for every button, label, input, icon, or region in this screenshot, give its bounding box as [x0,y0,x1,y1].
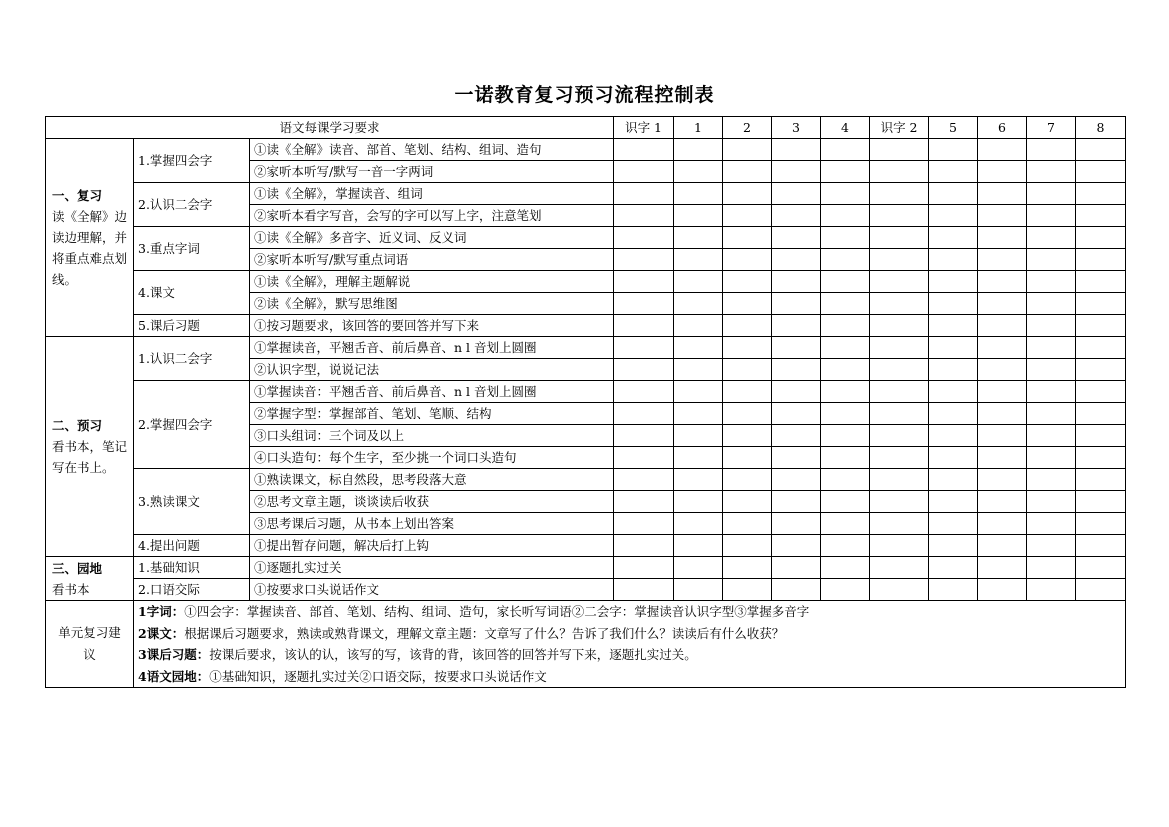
check-cell[interactable] [1027,161,1076,183]
check-cell[interactable] [614,337,674,359]
check-cell[interactable] [614,161,674,183]
check-cell[interactable] [929,579,978,601]
check-cell[interactable] [929,139,978,161]
check-cell[interactable] [723,337,772,359]
check-cell[interactable] [614,249,674,271]
item-label: 1.掌握四会字 [134,139,250,183]
table-row [46,183,1126,205]
advice-line-head: 1字词： [138,604,185,619]
check-cell[interactable] [674,249,723,271]
check-cell[interactable] [674,227,723,249]
check-cell[interactable] [978,205,1027,227]
check-cell[interactable] [674,271,723,293]
advice-line-text: ①四会字：掌握读音、部首、笔划、结构、组词、造句，家长听写词语②二会字：掌握读音认识字型③掌握多音字 [184,604,810,619]
column-header: 3 [772,117,821,139]
check-cell[interactable] [772,139,821,161]
check-cell[interactable] [614,315,674,337]
check-cell[interactable] [821,161,870,183]
item-label: 2.掌握四会字 [134,381,250,469]
check-cell[interactable] [821,183,870,205]
check-cell[interactable] [723,535,772,557]
column-header: 5 [929,117,978,139]
check-cell[interactable] [723,579,772,601]
check-cell[interactable] [772,315,821,337]
check-cell[interactable] [929,491,978,513]
check-cell[interactable] [772,579,821,601]
advice-line [138,623,1121,645]
check-cell[interactable] [614,535,674,557]
check-cell[interactable] [1076,337,1126,359]
check-cell[interactable] [870,381,929,403]
requirement-text: ②思考文章主题，谈谈读后收获 [250,491,614,513]
check-cell[interactable] [870,513,929,535]
header-row [46,117,1126,139]
check-cell[interactable] [1027,447,1076,469]
check-cell[interactable] [870,579,929,601]
check-cell[interactable] [723,491,772,513]
check-cell[interactable] [674,447,723,469]
check-cell[interactable] [929,293,978,315]
check-cell[interactable] [772,469,821,491]
check-cell[interactable] [929,205,978,227]
section-title: 二、预习 [52,418,103,433]
check-cell[interactable] [870,447,929,469]
requirement-text: ④口头造句：每个生字，至少挑一个词口头造句 [250,447,614,469]
requirement-text: ①读《全解》多音字、近义词、反义词 [250,227,614,249]
check-cell[interactable] [978,227,1027,249]
check-cell[interactable] [674,205,723,227]
check-cell[interactable] [821,535,870,557]
requirement-text: ②家听本看字写音，会写的字可以写上字，注意笔划 [250,205,614,227]
advice-line-head: 4语文园地： [138,668,210,684]
item-label: 4.提出问题 [134,535,250,557]
item-label: 4.课文 [134,271,250,315]
check-cell[interactable] [723,557,772,579]
check-cell[interactable] [821,447,870,469]
table-row [46,337,1126,359]
check-cell[interactable] [821,513,870,535]
check-cell[interactable] [929,381,978,403]
requirement-text: ②认识字型，说说记法 [250,359,614,381]
check-cell[interactable] [870,183,929,205]
check-cell[interactable] [1027,249,1076,271]
check-cell[interactable] [723,513,772,535]
check-cell[interactable] [614,183,674,205]
check-cell[interactable] [870,315,929,337]
check-cell[interactable] [614,579,674,601]
check-cell[interactable] [929,425,978,447]
check-cell[interactable] [723,469,772,491]
section-desc: 读《全解》边读边理解，并将重点难点划线。 [52,209,128,287]
section-title: 一、复习 [52,188,103,203]
check-cell[interactable] [772,425,821,447]
check-cell[interactable] [614,447,674,469]
check-cell[interactable] [723,161,772,183]
check-cell[interactable] [1076,359,1126,381]
check-cell[interactable] [870,337,929,359]
check-cell[interactable] [870,403,929,425]
advice-line-head: 2课文： [138,625,185,641]
check-cell[interactable] [821,425,870,447]
check-cell[interactable] [1076,403,1126,425]
check-cell[interactable] [978,535,1027,557]
table-row [46,227,1126,249]
table-row [46,469,1126,491]
check-cell[interactable] [772,381,821,403]
check-cell[interactable] [821,315,870,337]
check-cell[interactable] [1027,315,1076,337]
check-cell[interactable] [821,557,870,579]
check-cell[interactable] [929,557,978,579]
check-cell[interactable] [870,205,929,227]
check-cell[interactable] [870,469,929,491]
requirement-text: ③口头组词：三个词及以上 [250,425,614,447]
check-cell[interactable] [870,359,929,381]
check-cell[interactable] [614,139,674,161]
requirement-text: ①读《全解》，掌握读音、组词 [250,183,614,205]
check-cell[interactable] [674,161,723,183]
check-cell[interactable] [929,337,978,359]
check-cell[interactable] [674,557,723,579]
advice-line-text: 按课后要求，该认的认，该写的写，该背的背，该回答的回答并写下来，逐题扎实过关。 [209,647,697,662]
check-cell[interactable] [821,469,870,491]
check-cell[interactable] [1076,227,1126,249]
check-cell[interactable] [1027,579,1076,601]
check-cell[interactable] [929,161,978,183]
check-cell[interactable] [821,381,870,403]
check-cell[interactable] [1027,513,1076,535]
check-cell[interactable] [674,293,723,315]
check-cell[interactable] [978,381,1027,403]
column-header: 1 [674,117,723,139]
requirement-text: ①熟读课文，标自然段，思考段落大意 [250,469,614,491]
check-cell[interactable] [1027,535,1076,557]
check-cell[interactable] [674,139,723,161]
check-cell[interactable] [723,139,772,161]
check-cell[interactable] [614,293,674,315]
check-cell[interactable] [772,447,821,469]
check-cell[interactable] [821,249,870,271]
check-cell[interactable] [929,249,978,271]
check-cell[interactable] [674,535,723,557]
requirement-text: ②读《全解》，默写思维图 [250,293,614,315]
check-cell[interactable] [1027,139,1076,161]
check-cell[interactable] [723,293,772,315]
check-cell[interactable] [614,403,674,425]
check-cell[interactable] [1076,425,1126,447]
check-cell[interactable] [674,403,723,425]
check-cell[interactable] [723,227,772,249]
column-header: 7 [1027,117,1076,139]
check-cell[interactable] [1076,491,1126,513]
check-cell[interactable] [821,491,870,513]
check-cell[interactable] [723,249,772,271]
advice-line-text: 根据课后习题要求，熟读或熟背课文，理解文章主题：文章写了什么？告诉了我们什么？读读后有什么收获？ [184,625,785,641]
table-row [46,271,1126,293]
check-cell[interactable] [821,271,870,293]
check-cell[interactable] [1076,579,1126,601]
check-cell[interactable] [614,491,674,513]
check-cell[interactable] [1027,557,1076,579]
column-header: 6 [978,117,1027,139]
check-cell[interactable] [870,249,929,271]
check-cell[interactable] [978,557,1027,579]
item-label: 2.口语交际 [134,579,250,601]
check-cell[interactable] [978,579,1027,601]
check-cell[interactable] [978,293,1027,315]
check-cell[interactable] [978,403,1027,425]
check-cell[interactable] [821,293,870,315]
check-cell[interactable] [614,271,674,293]
section-desc: 看书本 [52,581,90,597]
check-cell[interactable] [1076,513,1126,535]
check-cell[interactable] [723,425,772,447]
check-cell[interactable] [723,183,772,205]
check-cell[interactable] [1076,183,1126,205]
requirement-text: ②掌握字型：掌握部首、笔划、笔顺、结构 [250,403,614,425]
check-cell[interactable] [870,227,929,249]
check-cell[interactable] [1076,381,1126,403]
check-cell[interactable] [772,491,821,513]
check-cell[interactable] [772,227,821,249]
check-cell[interactable] [614,425,674,447]
check-cell[interactable] [870,139,929,161]
check-cell[interactable] [614,227,674,249]
check-cell[interactable] [772,161,821,183]
check-cell[interactable] [723,359,772,381]
table-row [46,315,1126,337]
check-cell[interactable] [1027,183,1076,205]
advice-line [138,644,1121,666]
item-label: 2.认识二会字 [134,183,250,227]
item-label: 3.熟读课文 [134,469,250,535]
check-cell[interactable] [870,491,929,513]
requirement-text: ③思考课后习题，从书本上划出答案 [250,513,614,535]
check-cell[interactable] [978,161,1027,183]
check-cell[interactable] [978,491,1027,513]
check-cell[interactable] [772,183,821,205]
check-cell[interactable] [821,579,870,601]
requirement-text: ①掌握读音，平翘舌音、前后鼻音、n l 音划上圆圈 [250,337,614,359]
advice-row [46,601,1126,688]
check-cell[interactable] [1027,381,1076,403]
advice-label: 单元复习建议 [46,601,134,688]
check-cell[interactable] [821,337,870,359]
check-cell[interactable] [978,271,1027,293]
check-cell[interactable] [1027,425,1076,447]
check-cell[interactable] [1027,205,1076,227]
check-cell[interactable] [929,513,978,535]
check-cell[interactable] [723,447,772,469]
check-cell[interactable] [614,381,674,403]
check-cell[interactable] [674,381,723,403]
check-cell[interactable] [614,359,674,381]
check-cell[interactable] [772,535,821,557]
check-cell[interactable] [1027,227,1076,249]
check-cell[interactable] [723,205,772,227]
check-cell[interactable] [1076,249,1126,271]
check-cell[interactable] [1076,293,1126,315]
check-cell[interactable] [821,227,870,249]
check-cell[interactable] [929,315,978,337]
check-cell[interactable] [1027,403,1076,425]
requirement-text: ①读《全解》读音、部首、笔划、结构、组词、造句 [250,139,614,161]
check-cell[interactable] [772,513,821,535]
section-garden [46,557,134,601]
check-cell[interactable] [978,183,1027,205]
check-cell[interactable] [821,139,870,161]
check-cell[interactable] [674,183,723,205]
check-cell[interactable] [978,249,1027,271]
item-label: 3.重点字词 [134,227,250,271]
check-cell[interactable] [1076,161,1126,183]
check-cell[interactable] [929,535,978,557]
check-cell[interactable] [1076,271,1126,293]
check-cell[interactable] [929,183,978,205]
check-cell[interactable] [1076,469,1126,491]
check-cell[interactable] [870,425,929,447]
check-cell[interactable] [978,337,1027,359]
check-cell[interactable] [870,271,929,293]
check-cell[interactable] [978,315,1027,337]
check-cell[interactable] [723,315,772,337]
check-cell[interactable] [1027,469,1076,491]
section-review [46,139,134,337]
table-row [46,535,1126,557]
check-cell[interactable] [674,469,723,491]
item-label: 1.基础知识 [134,557,250,579]
check-cell[interactable] [614,469,674,491]
check-cell[interactable] [870,161,929,183]
check-cell[interactable] [1076,205,1126,227]
item-label: 1.认识二会字 [134,337,250,381]
check-cell[interactable] [978,513,1027,535]
item-label: 5.课后习题 [134,315,250,337]
requirements-header: 语文每课学习要求 [46,117,614,139]
requirement-text: ①按习题要求，该回答的要回答并写下来 [250,315,614,337]
check-cell[interactable] [1027,337,1076,359]
check-cell[interactable] [929,359,978,381]
column-header: 识字 2 [870,117,929,139]
requirement-text: ①提出暂存问题，解决后打上钩 [250,535,614,557]
check-cell[interactable] [674,425,723,447]
check-cell[interactable] [1027,293,1076,315]
requirement-text: ①读《全解》，理解主题解说 [250,271,614,293]
table-row [46,579,1126,601]
check-cell[interactable] [614,205,674,227]
table-row [46,381,1126,403]
advice-line [138,601,1121,623]
check-cell[interactable] [723,381,772,403]
check-cell[interactable] [978,425,1027,447]
check-cell[interactable] [1027,359,1076,381]
requirement-text: ②家听本听写/默写重点词语 [250,249,614,271]
advice-line-head: 3课后习题： [138,647,210,662]
control-table [45,116,1126,688]
check-cell[interactable] [723,271,772,293]
column-header: 4 [821,117,870,139]
check-cell[interactable] [614,513,674,535]
requirement-text: ①按要求口头说话作文 [250,579,614,601]
check-cell[interactable] [674,579,723,601]
section-title: 三、园地 [52,560,103,576]
check-cell[interactable] [870,557,929,579]
requirement-text: ①逐题扎实过关 [250,557,614,579]
column-header: 2 [723,117,772,139]
check-cell[interactable] [978,139,1027,161]
check-cell[interactable] [772,557,821,579]
check-cell[interactable] [870,293,929,315]
check-cell[interactable] [978,469,1027,491]
check-cell[interactable] [674,491,723,513]
check-cell[interactable] [929,403,978,425]
check-cell[interactable] [978,447,1027,469]
check-cell[interactable] [978,359,1027,381]
check-cell[interactable] [821,205,870,227]
section-desc: 看书本，笔记写在书上。 [52,439,128,475]
section-preview [46,337,134,557]
page-title: 一诺教育复习预习流程控制表 [454,84,715,106]
check-cell[interactable] [1076,315,1126,337]
check-cell[interactable] [1076,139,1126,161]
requirement-text: ②家听本听写/默写一音一字两词 [250,161,614,183]
column-header: 8 [1076,117,1126,139]
check-cell[interactable] [674,337,723,359]
advice-content [134,601,1126,688]
check-cell[interactable] [772,403,821,425]
check-cell[interactable] [1027,491,1076,513]
check-cell[interactable] [821,403,870,425]
check-cell[interactable] [614,557,674,579]
check-cell[interactable] [723,403,772,425]
check-cell[interactable] [772,249,821,271]
check-cell[interactable] [929,271,978,293]
table-row [46,557,1126,579]
table-row [46,139,1126,161]
check-cell[interactable] [674,359,723,381]
check-cell[interactable] [772,293,821,315]
check-cell[interactable] [929,227,978,249]
column-header: 识字 1 [614,117,674,139]
check-cell[interactable] [821,359,870,381]
check-cell[interactable] [1076,535,1126,557]
check-cell[interactable] [1076,557,1126,579]
check-cell[interactable] [772,359,821,381]
requirement-text: ①掌握读音：平翘舌音、前后鼻音、n l 音划上圆圈 [250,381,614,403]
check-cell[interactable] [1076,447,1126,469]
advice-line-text: ①基础知识，逐题扎实过关②口语交际，按要求口头说话作文 [209,668,547,684]
check-cell[interactable] [772,337,821,359]
check-cell[interactable] [929,447,978,469]
check-cell[interactable] [1027,271,1076,293]
advice-line [138,666,1121,688]
check-cell[interactable] [772,271,821,293]
check-cell[interactable] [674,513,723,535]
check-cell[interactable] [674,315,723,337]
check-cell[interactable] [772,205,821,227]
check-cell[interactable] [929,469,978,491]
check-cell[interactable] [870,535,929,557]
